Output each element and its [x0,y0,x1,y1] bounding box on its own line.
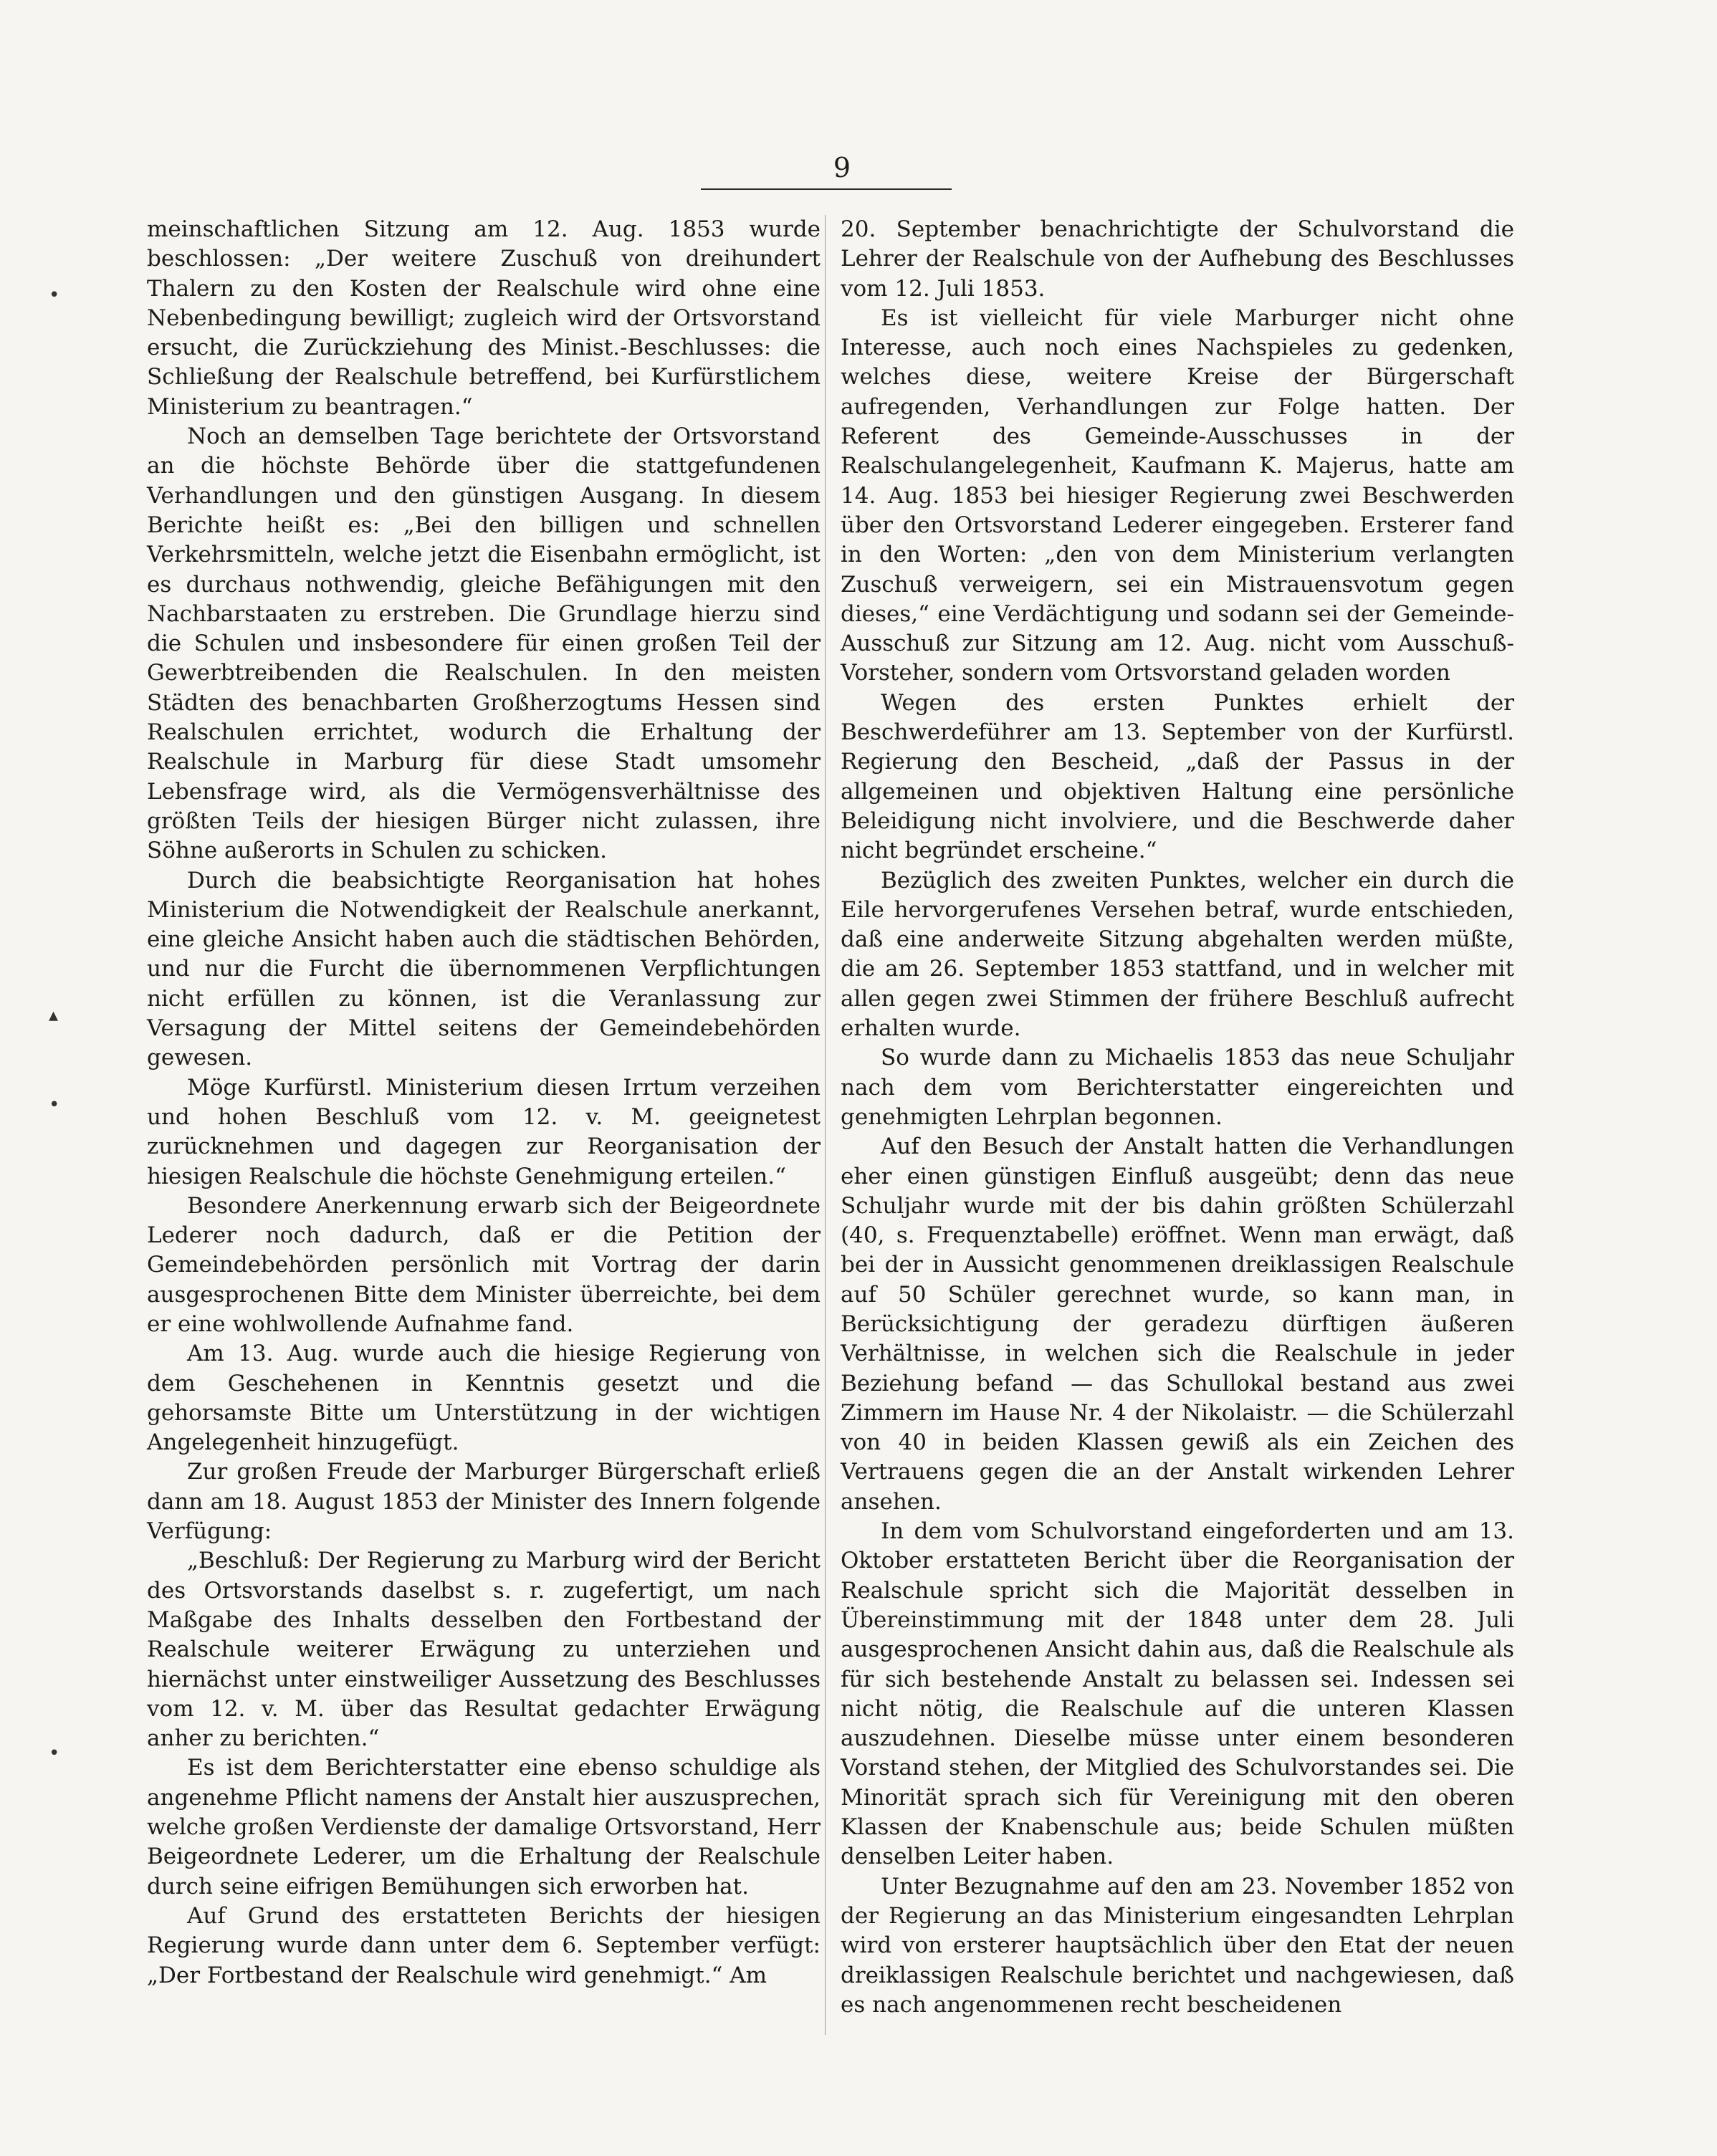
paragraph: Bezüglich des zweiten Punktes, welcher ein durch die Eile hervorgerufenes Versehen betraf, wurde entschieden, daß eine anderweite Sitzung abgehalten werden müßte, die am 26. September 1853 stattfand, und in welcher mit allen gegen zwei Stimmen der frühere Beschluß aufrecht erhalten wurde. [841,867,1514,1042]
text-column-left [147,215,821,1990]
header-rule [701,188,952,190]
margin-mark: • [49,1743,60,1764]
quote-paragraph: „Beschluß: Der Regierung zu Marburg wird der Bericht des Ortsvorstands daselbst s. r. zugefertigt, um nach Maßgabe des Inhalts desselben den Fortbestand der Realschule weiterer Erwägung zu unterziehen und hiernächst unter einstweiliger Aussetzung des Beschlusses vom 12. v. M. über das Resultat gedachter Erwägung anher zu berichten.“ [147,1548,821,1752]
paragraph: Es ist vielleicht für viele Marburger nicht ohne Interesse, auch noch eines Nachspieles zu gedenken, welches diese, weitere Kreise der Bürgerschaft aufregenden, Verhandlungen zur Folge hatten. Der Referent des Gemeinde-Ausschusses in der Realschulangelegenheit, Kaufmann K. Majerus, hatte am 14. Aug. 1853 bei hiesiger Regierung zwei Beschwerden über den Ortsvorstand Lederer eingegeben. Ersterer fand in den Worten: „den von dem Ministerium verlangten Zuschuß verweigern, sei ein Mistrauensvotum gegen dieses,“ eine Verdächtigung und sodann sei der Gemeinde-Ausschuß zur Sitzung am 12. Aug. nicht vom Ausschuß-Vorsteher, sondern vom Ortsvorstand geladen worden [841,305,1514,686]
text-column-right [841,215,1514,2020]
paragraph: meinschaftlichen Sitzung am 12. Aug. 1853 wurde beschlossen: „Der weitere Zuschuß von dreihundert Thalern zu den Kosten der Realschule wird ohne eine Nebenbedingung bewilligt; zugleich wird der Ortsvorstand ersucht, die Zurückziehung des Minist.-Beschlusses: die Schließung der Realschule betreffend, bei Kurfürstlichem Ministerium zu beantragen.“ [147,216,821,420]
paragraph: Besondere Anerkennung erwarb sich der Beigeordnete Lederer noch dadurch, daß er die Petition der Gemeindebehörden persönlich mit Vortrag der darin ausgesprochenen Bitte dem Minister überreichte, bei dem er eine wohlwollende Aufnahme fand. [147,1192,821,1337]
paragraph: Möge Kurfürstl. Ministerium diesen Irrtum verzeihen und hohen Beschluß vom 12. v. M. geeignetest zurücknehmen und dagegen zur Reorganisation der hiesigen Realschule die höchste Genehmigung erteilen.“ [147,1074,821,1189]
column-divider [825,215,826,2035]
margin-mark: ▴ [49,1005,59,1026]
paragraph: Am 13. Aug. wurde auch die hiesige Regierung von dem Geschehenen in Kenntnis gesetzt und die gehorsamste Bitte um Unterstützung in der wichtigen Angelegenheit hinzugefügt. [147,1341,821,1456]
paragraph: Wegen des ersten Punktes erhielt der Beschwerdeführer am 13. September von der Kurfürstl. Regierung den Bescheid, „daß der Passus in der allgemeinen und objektiven Haltung eine persönliche Beleidigung nicht involviere, und die Beschwerde daher nicht begründet erscheine.“ [841,689,1514,864]
paragraph: Auf Grund des erstatteten Berichts der hiesigen Regierung wurde dann unter dem 6. September verfügt: „Der Fortbestand der Realschule wird genehmigt.“ Am [147,1902,821,1988]
paragraph: So wurde dann zu Michaelis 1853 das neue Schuljahr nach dem vom Berichterstatter eingereichten und genehmigten Lehrplan begonnen. [841,1045,1514,1130]
paragraph: Unter Bezugnahme auf den am 23. November 1852 von der Regierung an das Ministerium eingesandten Lehrplan wird von ersterer hauptsächlich über den Etat der neuen dreiklassigen Realschule berichtet und nachgewiesen, daß es nach angenommenen recht bescheidenen [841,1873,1514,2018]
paragraph: Es ist dem Berichterstatter eine ebenso schuldige als angenehme Pflicht namens der Anstalt hier auszusprechen, welche großen Verdienste der damalige Ortsvorstand, Herr Beigeordnete Lederer, um die Erhaltung der Realschule durch seine eifrigen Bemühungen sich erworben hat. [147,1755,821,1899]
page-number: 9 [833,152,851,183]
paragraph: Zur großen Freude der Marburger Bürgerschaft erließ dann am 18. August 1853 der Minister des Innern folgende Verfügung: [147,1459,821,1545]
margin-mark: • [49,1094,60,1116]
paragraph: Durch die beabsichtigte Reorganisation hat hohes Ministerium die Notwendigkeit der Realschule anerkannt, eine gleiche Ansicht haben auch die städtischen Behörden, und nur die Furcht die übernommenen Verpflichtungen nicht erfüllen zu können, ist die Veranlassung zur Versagung der Mittel seitens der Gemeindebehörden gewesen. [147,867,821,1071]
paragraph: 20. September benachrichtigte der Schulvorstand die Lehrer der Realschule von der Aufhebung des Beschlusses vom 12. Juli 1853. [841,216,1514,302]
margin-mark: • [49,284,60,306]
paragraph: Noch an demselben Tage berichtete der Ortsvorstand an die höchste Behörde über die stattgefundenen Verhandlungen und den günstigen Ausgang. In diesem Berichte heißt es: „Bei den billigen und schnellen Verkehrsmitteln, welche jetzt die Eisenbahn ermöglicht, ist es durchaus nothwendig, gleiche Befähigungen mit den Nachbarstaaten zu erstreben. Die Grundlage hierzu sind die Schulen und insbesondere für einen großen Teil der Gewerbtreibenden die Realschulen. In den meisten Städten des benachbarten Großherzogtums Hessen sind Realschulen errichtet, wodurch die Erhaltung der Realschule in Marburg für diese Stadt umsomehr Lebensfrage wird, als die Vermögensverhältnisse des größten Teils der hiesigen Bürger nicht zulassen, ihre Söhne außerorts in Schulen zu schicken. [147,423,821,864]
paragraph: Auf den Besuch der Anstalt hatten die Verhandlungen eher einen günstigen Einfluß ausgeübt; denn das neue Schuljahr wurde mit der bis dahin größten Schülerzahl (40, s. Frequenztabelle) eröffnet. Wenn man erwägt, daß bei der in Aussicht genommenen dreiklassigen Realschule auf 50 Schüler gerechnet wurde, so kann man, in Berücksichtigung der geradezu dürftigen äußeren Verhältnisse, in welchen sich die Realschule in jeder Beziehung befand — das Schullokal bestand aus zwei Zimmern im Hause Nr. 4 der Nikolaistr. — die Schülerzahl von 40 in beiden Klassen gewiß als ein Zeichen des Vertrauens gegen die an der Anstalt wirkenden Lehrer ansehen. [841,1134,1514,1515]
paragraph: In dem vom Schulvorstand eingeforderten und am 13. Oktober erstatteten Bericht über die Reorganisation der Realschule spricht sich die Majorität desselben in Übereinstimmung mit der 1848 unter dem 28. Juli ausgesprochenen Ansicht dahin aus, daß die Realschule als für sich bestehende Anstalt zu belassen sei. Indessen sei nicht nötig, die Realschule auf die unteren Klassen auszudehnen. Dieselbe müsse unter einem besonderen Vorstand stehen, der Mitglied des Schulvorstandes sei. Die Minorität sprach sich für Vereinigung mit den oberen Klassen der Knabenschule aus; beide Schulen müßten denselben Leiter haben. [841,1518,1514,1870]
